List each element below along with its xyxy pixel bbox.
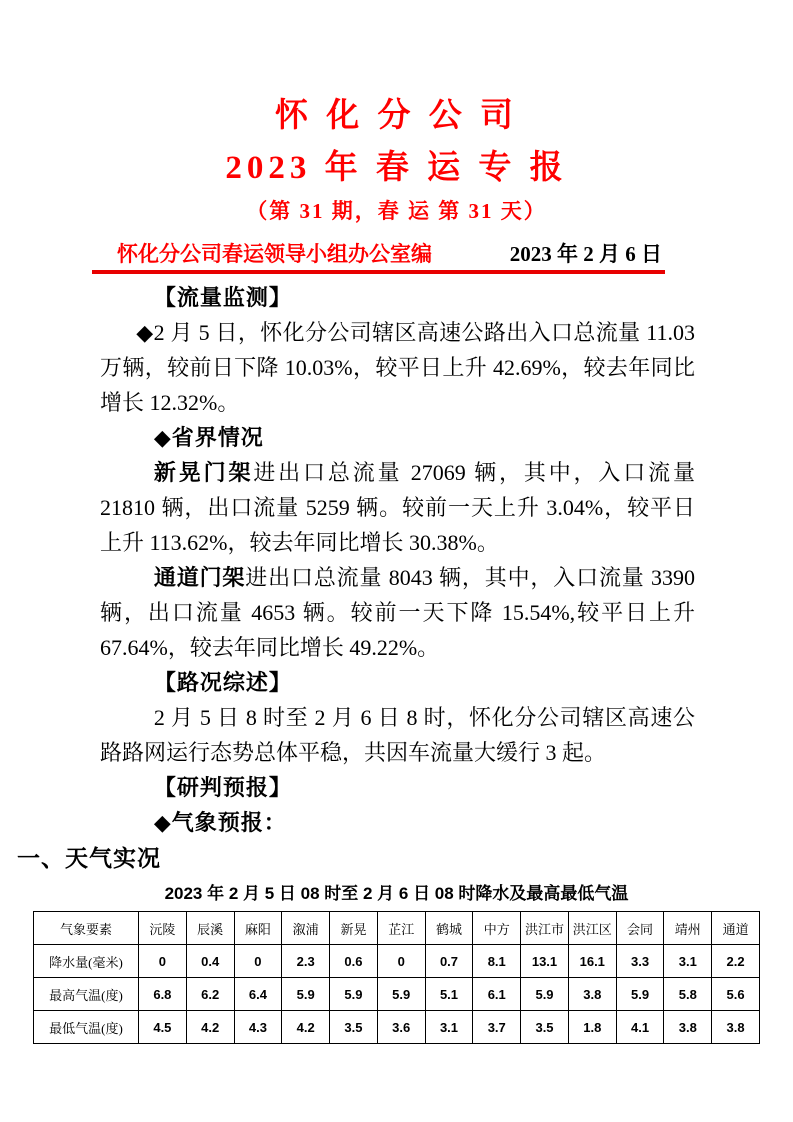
weather-value-cell: 4.2: [186, 1011, 234, 1044]
weather-value-cell: 6.4: [234, 978, 282, 1011]
weather-value-cell: 2.3: [282, 945, 330, 978]
weather-row-label: 最低气温(度): [34, 1011, 139, 1044]
report-title-line2: 2023 年 春 运 专 报: [225, 150, 568, 186]
subsection-heading-weather-forecast: ◆气象预报：: [153, 810, 287, 835]
weather-value-cell: 4.1: [616, 1011, 664, 1044]
weather-value-cell: 6.1: [473, 978, 521, 1011]
weather-value-cell: 5.9: [521, 978, 569, 1011]
weather-value-cell: 2.2: [712, 945, 760, 978]
subsection-heading-province-border: ◆省界情况: [153, 425, 264, 450]
weather-table-station-header: 中方: [473, 912, 521, 945]
weather-table-station-header: 靖州: [664, 912, 712, 945]
weather-table-corner-header: 气象要素: [34, 912, 139, 945]
tongdao-gantry-label: 通道门架: [153, 565, 246, 590]
weather-value-cell: 0.7: [425, 945, 473, 978]
weather-value-cell: 3.6: [377, 1011, 425, 1044]
weather-value-cell: 3.5: [521, 1011, 569, 1044]
weather-actual-heading: 一、天气实况: [17, 845, 161, 871]
weather-value-cell: 5.9: [616, 978, 664, 1011]
weather-value-cell: 5.1: [425, 978, 473, 1011]
weather-value-cell: 0.6: [330, 945, 378, 978]
xinhuang-gantry-label: 新晃门架: [153, 460, 254, 485]
weather-value-cell: 5.9: [330, 978, 378, 1011]
weather-value-cell: 4.3: [234, 1011, 282, 1044]
weather-value-cell: 3.5: [330, 1011, 378, 1044]
weather-table-title: 2023 年 2 月 5 日 08 时至 2 月 6 日 08 时降水及最高最低气温: [164, 884, 629, 903]
editor-row: [117, 242, 662, 267]
weather-table-station-header: 会同: [616, 912, 664, 945]
weather-value-cell: 4.2: [282, 1011, 330, 1044]
report-title-line1: 怀 化 分 公 司: [275, 98, 518, 134]
weather-value-cell: 6.2: [186, 978, 234, 1011]
xinhuang-gantry-text: 进出口总流量 27069 辆，其中，入口流量 21810 辆，出口流量 5259 辆。较前一天上升 3.04%，较平日上升 113.62%，较去年同比增长 30.38%。: [100, 460, 695, 555]
report-issue-line: （第 31 期，春 运 第 31 天）: [246, 199, 547, 223]
tongdao-gantry-text: 进出口总流量 8043 辆，其中，入口流量 3390 辆，出口流量 4653 辆。较前一天下降 15.54%,较平日上升 67.64%，较去年同比增长 49.22%。: [100, 565, 695, 660]
report-date: 2023 年 2 月 6 日: [509, 242, 662, 266]
weather-value-cell: 5.9: [282, 978, 330, 1011]
weather-value-cell: 3.8: [712, 1011, 760, 1044]
weather-table-station-header: 麻阳: [234, 912, 282, 945]
weather-table-station-header: 鹤城: [425, 912, 473, 945]
weather-table-station-header: 通道: [712, 912, 760, 945]
report-body: [100, 280, 695, 840]
weather-table-row: [34, 978, 760, 1011]
weather-value-cell: 1.8: [568, 1011, 616, 1044]
editor-label: 怀化分公司春运领导小组办公室编: [117, 243, 432, 266]
weather-table-body: [34, 945, 760, 1044]
weather-table-station-header: 新晃: [330, 912, 378, 945]
weather-table-station-header: 辰溪: [186, 912, 234, 945]
weather-value-cell: 3.1: [664, 945, 712, 978]
xinhuang-gantry-paragraph: [100, 455, 695, 560]
weather-row-label: 最高气温(度): [34, 978, 139, 1011]
weather-table-header-row: [34, 912, 760, 945]
red-divider-rule: [92, 270, 665, 274]
section-heading-road-conditions: 【路况综述】: [153, 670, 292, 695]
weather-value-cell: 0: [139, 945, 187, 978]
weather-value-cell: 6.8: [139, 978, 187, 1011]
weather-row-label: 降水量(毫米): [34, 945, 139, 978]
weather-table-station-header: 沅陵: [139, 912, 187, 945]
weather-table-station-header: 芷江: [377, 912, 425, 945]
road-conditions-paragraph: 2 月 5 日 8 时至 2 月 6 日 8 时，怀化分公司辖区高速公路路网运行态势总体平稳，共因车流量大缓行 3 起。: [100, 705, 695, 765]
weather-value-cell: 5.6: [712, 978, 760, 1011]
weather-table-station-header: 洪江区: [568, 912, 616, 945]
tongdao-gantry-paragraph: [100, 560, 695, 665]
weather-value-cell: 3.8: [568, 978, 616, 1011]
weather-value-cell: 3.3: [616, 945, 664, 978]
weather-value-cell: 16.1: [568, 945, 616, 978]
section-heading-forecast: 【研判预报】: [153, 775, 292, 800]
weather-value-cell: 8.1: [473, 945, 521, 978]
weather-value-cell: 5.8: [664, 978, 712, 1011]
traffic-summary-paragraph: ◆2 月 5 日，怀化分公司辖区高速公路出入口总流量 11.03 万辆，较前日下降 10.03%，较平日上升 42.69%，较去年同比增长 12.32%。: [100, 320, 695, 415]
weather-table-station-header: 溆浦: [282, 912, 330, 945]
weather-value-cell: 3.8: [664, 1011, 712, 1044]
weather-value-cell: 0: [377, 945, 425, 978]
weather-table-station-header: 洪江市: [521, 912, 569, 945]
weather-value-cell: 3.1: [425, 1011, 473, 1044]
weather-value-cell: 0: [234, 945, 282, 978]
weather-table-row: [34, 1011, 760, 1044]
weather-table: [33, 911, 760, 1044]
weather-value-cell: 3.7: [473, 1011, 521, 1044]
weather-value-cell: 13.1: [521, 945, 569, 978]
weather-table-row: [34, 945, 760, 978]
weather-value-cell: 5.9: [377, 978, 425, 1011]
weather-value-cell: 0.4: [186, 945, 234, 978]
section-heading-traffic-monitor: 【流量监测】: [153, 285, 292, 310]
weather-value-cell: 4.5: [139, 1011, 187, 1044]
